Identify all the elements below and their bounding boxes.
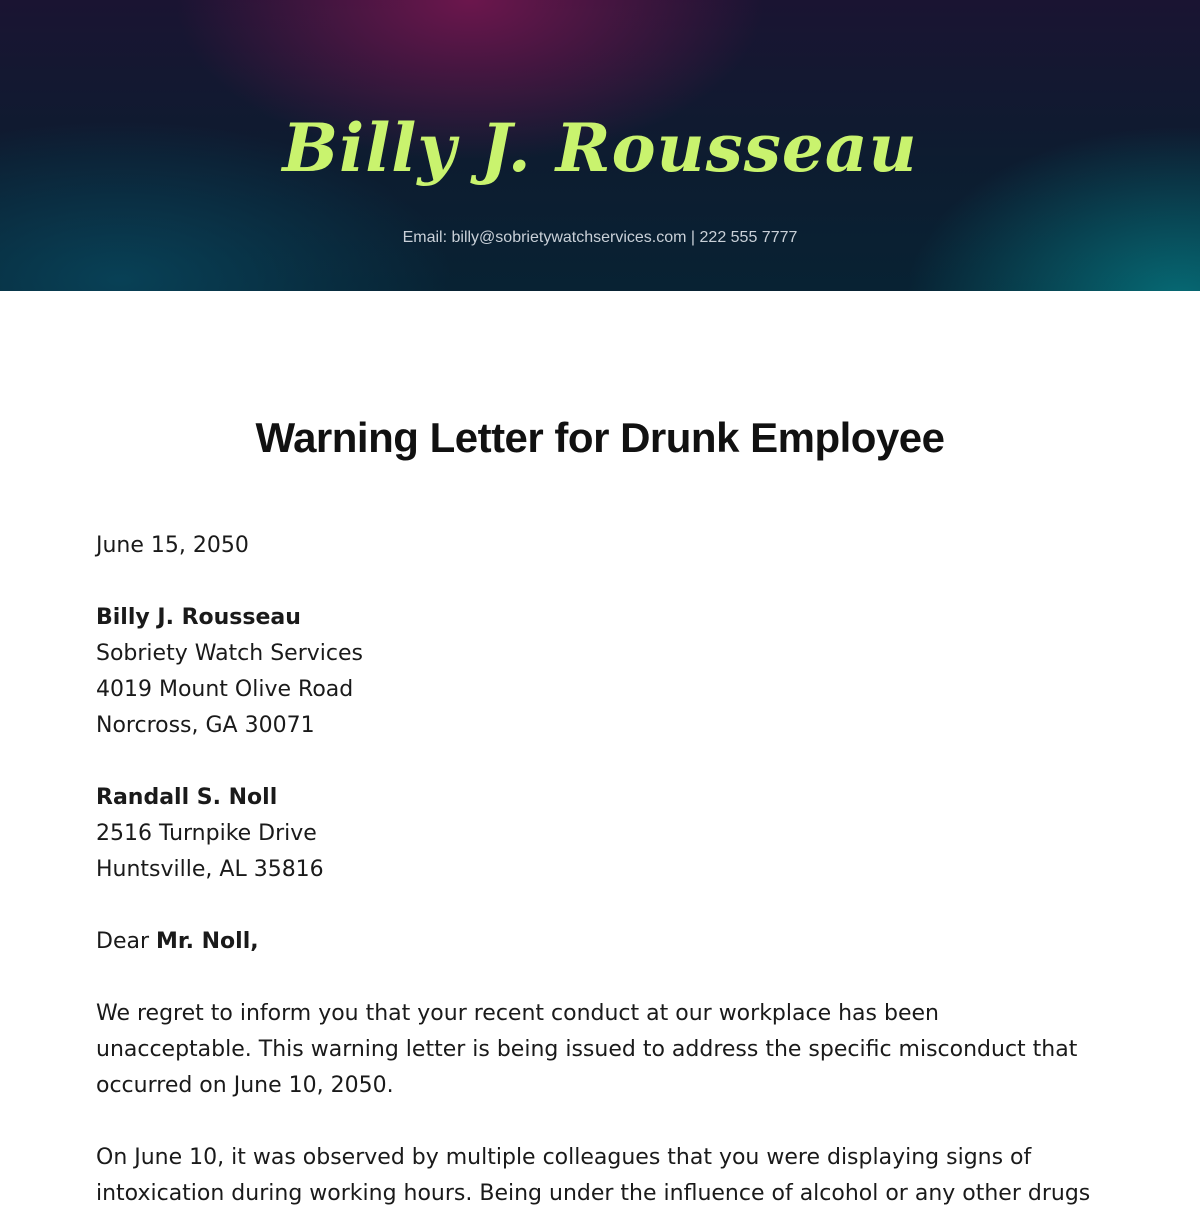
salutation-prefix: Dear bbox=[96, 929, 156, 954]
salutation-name: Mr. Noll, bbox=[156, 929, 259, 954]
recipient-address-block bbox=[96, 780, 1106, 888]
paragraph-2 bbox=[96, 1140, 1106, 1212]
sender-address-block bbox=[96, 600, 1106, 744]
sender-city-state-zip: Norcross, GA 30071 bbox=[96, 713, 315, 738]
paragraph-1-line: occurred on June 10, 2050. bbox=[96, 1073, 394, 1098]
paragraph-1 bbox=[96, 996, 1106, 1104]
letter-date: June 15, 2050 bbox=[96, 533, 249, 558]
letterhead-banner bbox=[0, 0, 1200, 291]
recipient-name: Randall S. Noll bbox=[96, 785, 278, 810]
paragraph-2-line: On June 10, it was observed by multiple colleagues that you were displaying signs of bbox=[96, 1145, 1032, 1170]
salutation bbox=[96, 924, 1106, 960]
paragraph-1-line: We regret to inform you that your recent conduct at our workplace has been bbox=[96, 1001, 939, 1026]
letterhead-name: Billy J. Rousseau bbox=[282, 109, 918, 187]
recipient-street: 2516 Turnpike Drive bbox=[96, 821, 317, 846]
paragraph-1-line: unacceptable. This warning letter is being issued to address the specific misconduct that bbox=[96, 1037, 1078, 1062]
document-title: Warning Letter for Drunk Employee bbox=[255, 414, 945, 461]
paragraph-2-line: intoxication during working hours. Being under the influence of alcohol or any other drugs bbox=[96, 1181, 1091, 1206]
sender-name: Billy J. Rousseau bbox=[96, 605, 301, 630]
letterhead-contact: Email: billy@sobrietywatchservices.com | 222 555 7777 bbox=[402, 229, 798, 246]
sender-company: Sobriety Watch Services bbox=[96, 641, 363, 666]
recipient-city-state-zip: Huntsville, AL 35816 bbox=[96, 857, 324, 882]
sender-street: 4019 Mount Olive Road bbox=[96, 677, 354, 702]
